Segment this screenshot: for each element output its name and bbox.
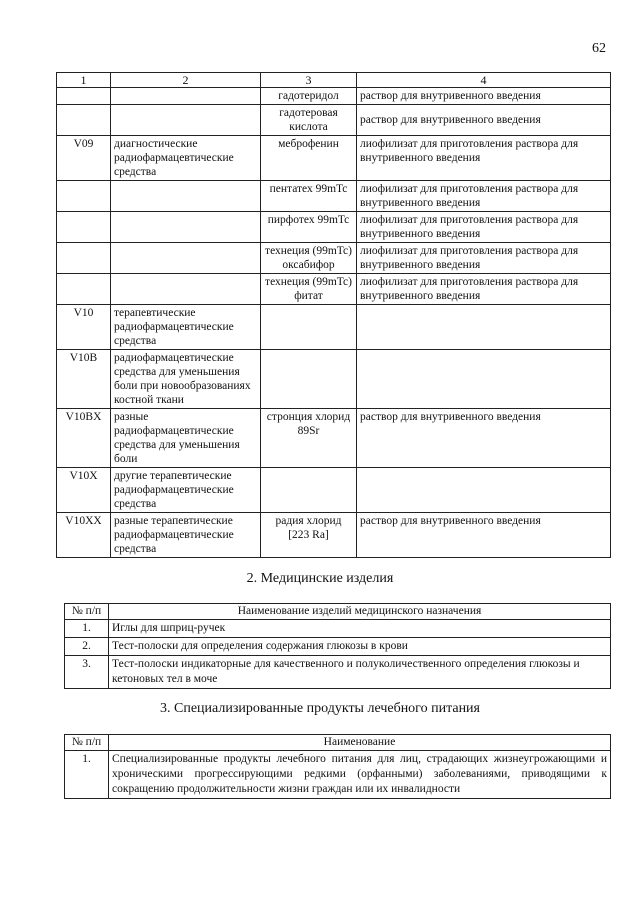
atc-group bbox=[111, 105, 261, 136]
drug-table bbox=[56, 72, 611, 558]
dosage-form: лиофилизат для приготовления раствора для внутривенного введения bbox=[357, 136, 611, 181]
atc-code: V10XX bbox=[57, 513, 111, 558]
table-row bbox=[57, 136, 611, 181]
header-col-4: 4 bbox=[357, 73, 611, 88]
substance-name: гадотеридол bbox=[261, 88, 357, 105]
table-row bbox=[57, 274, 611, 305]
atc-code: V10BX bbox=[57, 409, 111, 468]
table-row bbox=[57, 212, 611, 243]
header-name: Наименование изделий медицинского назначения bbox=[109, 604, 611, 620]
table-row bbox=[57, 409, 611, 468]
header-number: № п/п bbox=[65, 735, 109, 751]
nutrition-products-header bbox=[65, 735, 611, 751]
substance-name: технеция (99mTc) оксабифор bbox=[261, 243, 357, 274]
table-row bbox=[57, 243, 611, 274]
atc-group bbox=[111, 274, 261, 305]
row-name: Тест-полоски для определения содержания глюкозы в крови bbox=[109, 638, 611, 656]
dosage-form bbox=[357, 305, 611, 350]
row-number: 3. bbox=[65, 656, 109, 689]
table-row bbox=[57, 305, 611, 350]
page-number: 62 bbox=[592, 41, 606, 56]
dosage-form: раствор для внутривенного введения bbox=[357, 105, 611, 136]
substance-name bbox=[261, 350, 357, 409]
table-row bbox=[65, 638, 611, 656]
atc-group: радиофармацевтические средства для уменьшения боли при новообразованиях костной ткани bbox=[111, 350, 261, 409]
substance-name bbox=[261, 305, 357, 350]
dosage-form bbox=[357, 350, 611, 409]
atc-code: V10B bbox=[57, 350, 111, 409]
atc-group: разные терапевтические радиофармацевтические средства bbox=[111, 513, 261, 558]
atc-code bbox=[57, 212, 111, 243]
header-number: № п/п bbox=[65, 604, 109, 620]
atc-code bbox=[57, 181, 111, 212]
row-name: Специализированные продукты лечебного питания для лиц, страдающих жизнеугрожающими и хроническими прогрессирующими редкими (орфанными) заболеваниями, приводящими к сокращению продолжительности жизни граждан или их инвалидности bbox=[109, 751, 611, 799]
medical-devices-header bbox=[65, 604, 611, 620]
atc-code: V09 bbox=[57, 136, 111, 181]
substance-name: пирфотех 99mTc bbox=[261, 212, 357, 243]
table-row bbox=[65, 751, 611, 799]
header-col-1: 1 bbox=[57, 73, 111, 88]
substance-name: пентатех 99mTc bbox=[261, 181, 357, 212]
table-row bbox=[65, 620, 611, 638]
atc-code bbox=[57, 88, 111, 105]
atc-code: V10 bbox=[57, 305, 111, 350]
atc-code: V10X bbox=[57, 468, 111, 513]
medical-devices-table bbox=[64, 603, 611, 689]
dosage-form: раствор для внутривенного введения bbox=[357, 88, 611, 105]
substance-name: технеция (99mTc) фитат bbox=[261, 274, 357, 305]
table-row bbox=[57, 468, 611, 513]
atc-code bbox=[57, 274, 111, 305]
dosage-form: лиофилизат для приготовления раствора для внутривенного введения bbox=[357, 243, 611, 274]
atc-group bbox=[111, 88, 261, 105]
atc-code bbox=[57, 105, 111, 136]
atc-group bbox=[111, 212, 261, 243]
header-col-3: 3 bbox=[261, 73, 357, 88]
dosage-form bbox=[357, 468, 611, 513]
dosage-form: лиофилизат для приготовления раствора для внутривенного введения bbox=[357, 274, 611, 305]
section-3-title: 3. Специализированные продукты лечебного питания bbox=[160, 701, 480, 716]
row-number: 2. bbox=[65, 638, 109, 656]
dosage-form: лиофилизат для приготовления раствора для внутривенного введения bbox=[357, 212, 611, 243]
atc-group: другие терапевтические радиофармацевтические средства bbox=[111, 468, 261, 513]
drug-table-header bbox=[57, 73, 611, 88]
table-row bbox=[57, 513, 611, 558]
atc-group: разные радиофармацевтические средства для уменьшения боли bbox=[111, 409, 261, 468]
header-col-2: 2 bbox=[111, 73, 261, 88]
table-row bbox=[65, 656, 611, 689]
header-name: Наименование bbox=[109, 735, 611, 751]
table-row bbox=[57, 88, 611, 105]
dosage-form: лиофилизат для приготовления раствора для внутривенного введения bbox=[357, 181, 611, 212]
atc-group bbox=[111, 243, 261, 274]
table-row bbox=[57, 350, 611, 409]
atc-code bbox=[57, 243, 111, 274]
dosage-form: раствор для внутривенного введения bbox=[357, 409, 611, 468]
atc-group: терапевтические радиофармацевтические средства bbox=[111, 305, 261, 350]
atc-group bbox=[111, 181, 261, 212]
substance-name: стронция хлорид 89Sr bbox=[261, 409, 357, 468]
row-name: Иглы для шприц-ручек bbox=[109, 620, 611, 638]
row-number: 1. bbox=[65, 620, 109, 638]
row-name: Тест-полоски индикаторные для качественного и полуколичественного определения глюкозы и кетоновых тел в моче bbox=[109, 656, 611, 689]
table-row bbox=[57, 105, 611, 136]
substance-name bbox=[261, 468, 357, 513]
substance-name: гадотеровая кислота bbox=[261, 105, 357, 136]
dosage-form: раствор для внутривенного введения bbox=[357, 513, 611, 558]
section-2-title: 2. Медицинские изделия bbox=[246, 571, 394, 586]
row-number: 1. bbox=[65, 751, 109, 799]
nutrition-products-table bbox=[64, 734, 611, 799]
substance-name: радия хлорид [223 Ra] bbox=[261, 513, 357, 558]
atc-group: диагностические радиофармацевтические средства bbox=[111, 136, 261, 181]
table-row bbox=[57, 181, 611, 212]
substance-name: меброфенин bbox=[261, 136, 357, 181]
